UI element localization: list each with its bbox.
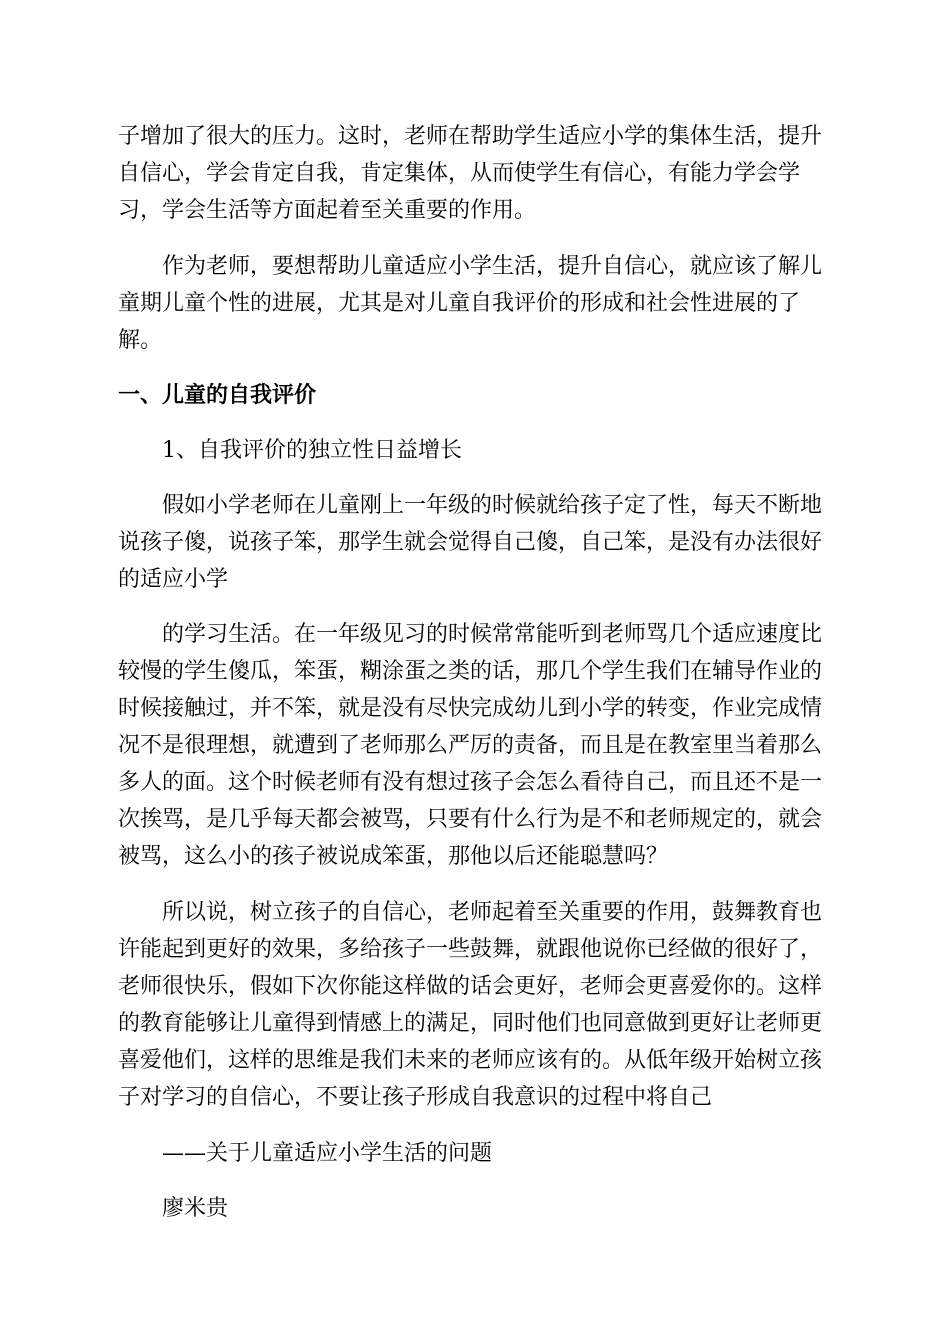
section-heading: 一、儿童的自我评价 [118, 382, 317, 408]
body-line: 较慢的学生傻瓜，笨蛋，糊涂蛋之类的话，那几个学生我们在辅导作业的 [118, 659, 823, 684]
body-line: 解。 [118, 328, 163, 353]
body-line: 子对学习的自信心，不要让孩子形成自我意识的过程中将自己 [118, 1085, 713, 1110]
subsection-heading: 1、自我评价的独立性日益增长 [162, 438, 462, 463]
body-line: 时候接触过，并不笨，就是没有尽快完成幼儿到小学的转变，作业完成情 [118, 696, 823, 721]
body-line: 喜爱他们，这样的思维是我们未来的老师应该有的。从低年级开始树立孩 [118, 1048, 823, 1073]
body-line: 多人的面。这个时候老师有没有想过孩子会怎么看待自己，而且还不是一 [118, 770, 823, 795]
body-line: 被骂，这么小的孩子被说成笨蛋，那他以后还能聪慧吗？ [118, 844, 669, 869]
body-line: 的学习生活。在一年级见习的时候常常能听到老师骂几个适应速度比 [162, 622, 823, 647]
body-line: 自信心，学会肯定自我，肯定集体，从而使学生有信心，有能力学会学 [118, 161, 801, 186]
body-line: 子增加了很大的压力。这时，老师在帮助学生适应小学的集体生活，提升 [118, 124, 823, 149]
body-line: 的教育能够让儿童得到情感上的满足，同时他们也同意做到更好让老师更 [118, 1011, 823, 1036]
body-line: 说孩子傻，说孩子笨，那学生就会觉得自己傻，自己笨，是没有办法很好 [118, 530, 823, 555]
body-line: 童期儿童个性的进展，尤其是对儿童自我评价的形成和社会性进展的了 [118, 291, 801, 316]
essay-title-line: ——关于儿童适应小学生活的问题 [162, 1141, 493, 1166]
body-line: 所以说，树立孩子的自信心，老师起着至关重要的作用，鼓舞教育也 [162, 900, 823, 925]
author-name: 廖米贵 [162, 1196, 229, 1221]
body-line: 许能起到更好的效果，多给孩子一些鼓舞，就跟他说你已经做的很好了， [118, 937, 823, 962]
body-line: 假如小学老师在儿童刚上一年级的时候就给孩子定了性，每天不断地 [162, 493, 823, 518]
body-line: 作为老师，要想帮助儿童适应小学生活，提升自信心，就应该了解儿 [162, 254, 823, 279]
body-line: 的适应小学 [118, 567, 229, 592]
body-line: 老师很快乐，假如下次你能这样做的话会更好，老师会更喜爱你的。这样 [118, 974, 823, 999]
body-line: 次挨骂，是几乎每天都会被骂，只要有什么行为是不和老师规定的，就会 [118, 807, 823, 832]
body-line: 况不是很理想，就遭到了老师那么严厉的责备，而且是在教室里当着那么 [118, 733, 823, 758]
body-line: 习，学会生活等方面起着至关重要的作用。 [118, 198, 537, 223]
